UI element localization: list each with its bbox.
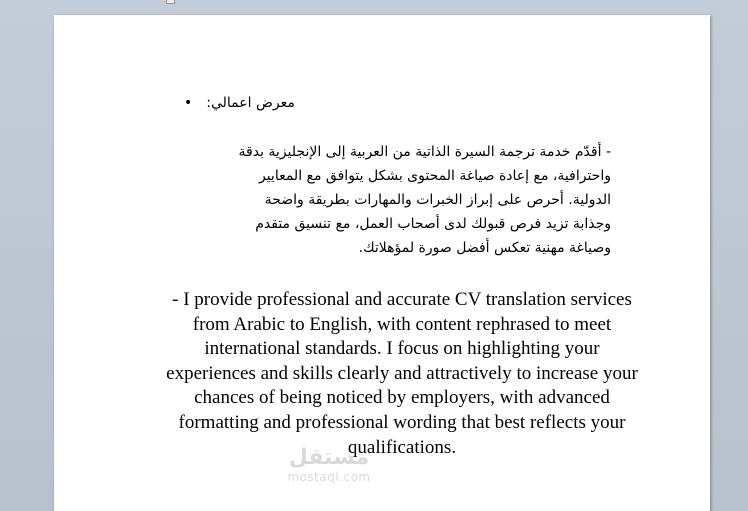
watermark-arabic: مستقل bbox=[288, 445, 370, 470]
bullet-icon: • bbox=[184, 95, 193, 111]
arabic-paragraph bbox=[181, 140, 611, 260]
english-paragraph: - I provide professional and accurate CV translation services from Arabic to English, with content rephrased to meet international standards. I focus on highlighting your experiences and skills clearly and attractively to increase your chances of being noticed by employers, with advanced formatting and professional wording that best reflects your qualifications. bbox=[166, 289, 638, 458]
arabic-line: الدولية. أحرص على إبراز الخبرات والمهارات بطريقة واضحة bbox=[264, 192, 611, 208]
portfolio-heading bbox=[184, 95, 454, 117]
ruler-marker bbox=[166, 0, 175, 4]
watermark-latin: mostaql.com bbox=[287, 470, 371, 484]
heading-text: معرض اعمالي: bbox=[206, 95, 295, 111]
document-page[interactable] bbox=[54, 15, 710, 511]
arabic-line: - أقدّم خدمة ترجمة السيرة الذاتية من العربية إلى الإنجليزية بدقة bbox=[238, 144, 611, 160]
arabic-line: واحترافية، مع إعادة صياغة المحتوى بشكل يتوافق مع المعايير bbox=[258, 168, 611, 184]
arabic-line: وجذابة تزيد فرص قبولك لدى أصحاب العمل، مع تنسيق متقدم bbox=[255, 216, 611, 232]
arabic-line: وصياغة مهنية تعكس أفضل صورة لمؤهلاتك. bbox=[358, 240, 611, 256]
